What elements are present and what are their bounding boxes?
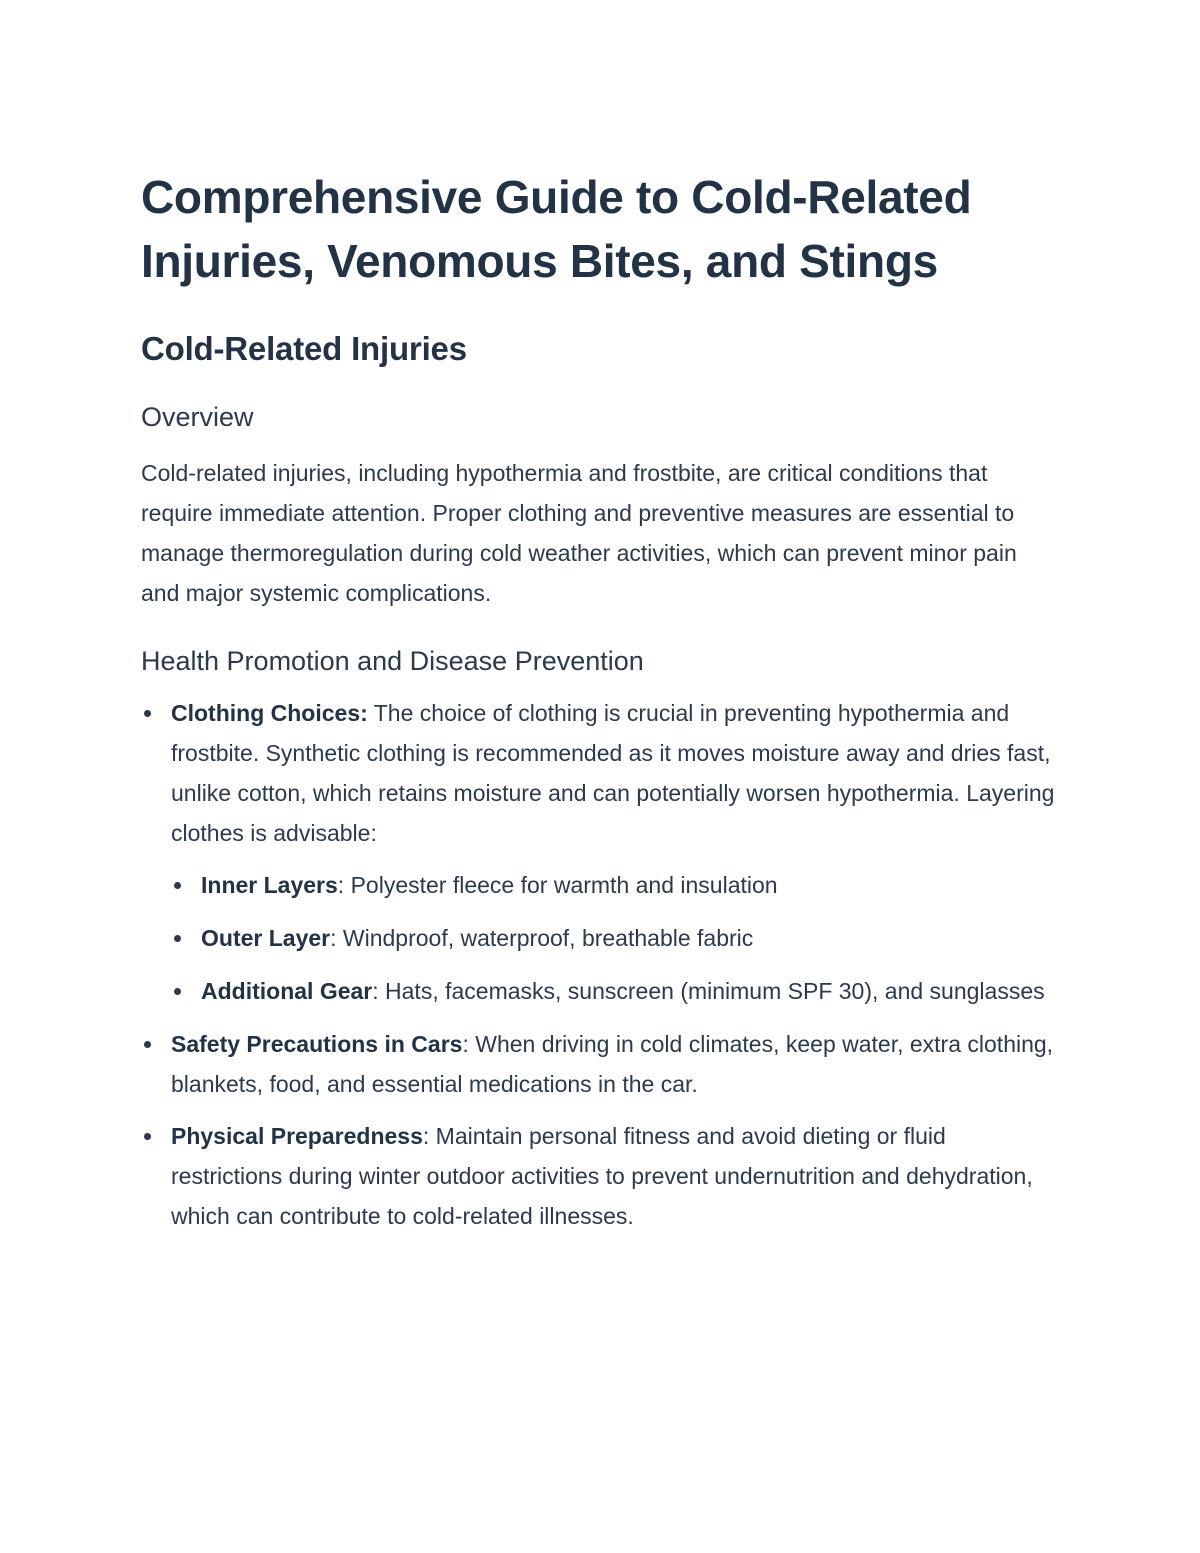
list-item-label: Clothing Choices:	[171, 700, 368, 726]
list-item-label: Outer Layer	[201, 925, 331, 951]
document-page	[141, 165, 1061, 1248]
bullet-icon	[144, 1133, 151, 1140]
list-item-safety-precautions	[141, 1024, 1061, 1104]
section-heading: Cold-Related Injuries	[141, 330, 467, 367]
list-item-additional-gear	[171, 971, 1061, 1011]
prevention-list	[141, 693, 1061, 1236]
list-item-label: Inner Layers	[201, 872, 338, 898]
list-item-text: The choice of clothing is crucial in preventing hypothermia and frostbite. Synthetic clothing is recommended as it moves moisture away and dries fast, unlike cotton, which retains moisture and can potentially worsen hypothermia. Layering clothes is advisable:	[171, 700, 1055, 846]
bullet-icon	[174, 882, 181, 889]
list-item-label: Physical Preparedness	[171, 1123, 423, 1149]
clothing-layers-list	[171, 865, 1061, 1011]
bullet-icon	[144, 1041, 151, 1048]
list-item-clothing-choices	[141, 693, 1061, 1011]
bullet-icon	[144, 710, 151, 717]
list-item-label: Additional Gear	[201, 978, 373, 1004]
list-item-text: : Maintain personal fitness and avoid dieting or fluid restrictions during winter outdoor activities to prevent undernutrition and dehydration, which can contribute to cold-related illnesses.	[171, 1123, 1033, 1229]
list-item-outer-layer	[171, 918, 1061, 958]
overview-paragraph: Cold-related injuries, including hypothermia and frostbite, are critical conditions that require immediate attention. Proper clothing and preventive measures are essential to manage thermoregulation during cold weather activities, which can prevent minor pain and major systemic complications.	[141, 460, 1017, 606]
list-item-text: : Windproof, waterproof, breathable fabric	[330, 925, 754, 951]
bullet-icon	[174, 988, 181, 995]
list-item-inner-layers	[171, 865, 1061, 905]
bullet-icon	[174, 935, 181, 942]
page-title: Comprehensive Guide to Cold-Related Injuries, Venomous Bites, and Stings	[141, 171, 972, 287]
list-item-text: : When driving in cold climates, keep water, extra clothing, blankets, food, and essential medications in the car.	[171, 1031, 1054, 1097]
list-item-physical-preparedness	[141, 1116, 1061, 1236]
list-item-text: : Polyester fleece for warmth and insulation	[337, 872, 778, 898]
list-item-label: Safety Precautions in Cars	[171, 1031, 463, 1057]
overview-heading: Overview	[141, 402, 254, 432]
list-item-text: : Hats, facemasks, sunscreen (minimum SPF 30), and sunglasses	[372, 978, 1045, 1004]
prevention-heading: Health Promotion and Disease Prevention	[141, 646, 644, 676]
